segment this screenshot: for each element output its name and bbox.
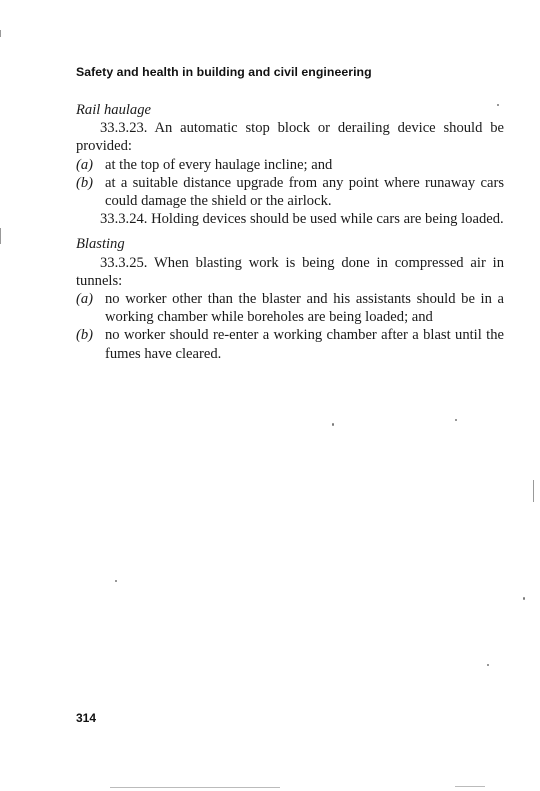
scan-edge-mark xyxy=(110,787,280,788)
list-item-label: (b) xyxy=(76,327,94,344)
scan-edge-mark xyxy=(0,228,1,244)
list-item xyxy=(76,174,504,210)
list-item-label: (b) xyxy=(76,174,94,191)
section-heading-rail-haulage: Rail haulage xyxy=(76,102,151,118)
running-head: Safety and health in building and civil engineering xyxy=(76,65,372,79)
list-item-label: (a) xyxy=(76,291,94,308)
list-item-text: at the top of every haulage incline; and xyxy=(105,156,333,173)
scan-speck xyxy=(332,423,334,426)
section-heading-blasting: Blasting xyxy=(76,236,125,253)
list-item-text: at a suitable distance upgrade from any point where runaway cars could damage the shield or the airlock. xyxy=(105,174,504,210)
list-item xyxy=(76,326,504,362)
paragraph-33-3-24: 33.3.24. Holding devices should be used while cars are being loaded. xyxy=(100,211,504,228)
scan-edge-mark xyxy=(455,786,485,787)
list-item-label: (a) xyxy=(76,156,94,173)
scan-edge-mark xyxy=(533,480,534,502)
scan-speck xyxy=(487,664,489,666)
page-number: 314 xyxy=(76,711,97,725)
paragraph-33-3-23: 33.3.23. An automatic stop block or derailing device should be provided: xyxy=(76,120,504,155)
scan-speck xyxy=(497,104,499,106)
scan-speck xyxy=(523,597,525,600)
scan-speck xyxy=(115,580,117,582)
list-item-text: no worker should re-enter a working chamber after a blast until the fumes have cleared. xyxy=(105,327,504,362)
list-item-text: no worker other than the blaster and his assistants should be in a working chamber while boreholes are being loaded; and xyxy=(105,291,504,326)
list-item xyxy=(76,290,504,326)
paragraph-33-3-25: 33.3.25. When blasting work is being done in compressed air in tunnels: xyxy=(76,254,504,289)
list-item xyxy=(76,156,504,174)
page-body xyxy=(76,101,504,363)
scan-speck xyxy=(455,419,457,421)
scan-edge-mark xyxy=(0,30,1,37)
